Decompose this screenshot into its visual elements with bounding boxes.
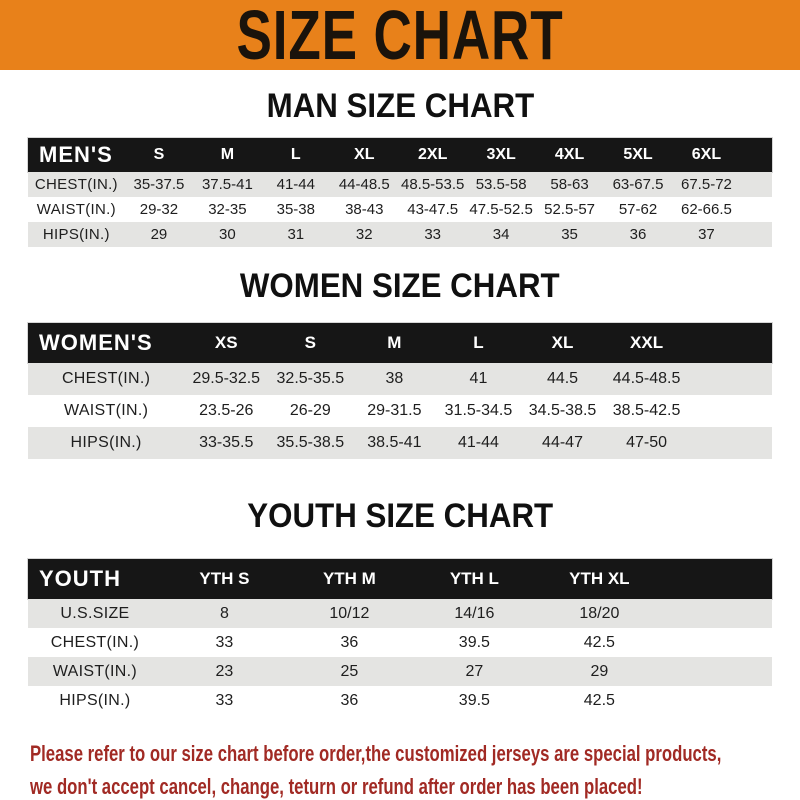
size-cell: 39.5 [458,633,490,651]
women-section-heading-text: WOMEN SIZE CHART [240,267,560,305]
row-label: CHEST(IN.) [61,370,151,387]
size-cell: 41 [469,370,488,387]
table-row [28,395,772,427]
size-cell: 34.5-38.5 [528,402,597,419]
table-row [28,599,772,628]
corner-label: WOMEN'S [39,330,153,355]
row-label: WAIST(IN.) [36,201,116,218]
table-row [28,427,772,459]
size-cell: 48.5-53.5 [400,176,465,193]
size-cell: 44-48.5 [338,176,390,193]
banner-title [203,0,597,74]
size-cell: 41-44 [457,434,499,451]
column-header: YTH XL [569,569,630,588]
table-row [28,197,772,222]
size-cell: 25 [340,662,359,680]
size-cell: 35.5-38.5 [276,434,345,451]
size-cell: 38-43 [345,201,384,218]
youth-size-table [28,559,772,715]
row-label: HIPS(IN.) [59,691,131,709]
column-header: YTH S [199,569,250,588]
size-cell: 23 [215,662,234,680]
banner [0,0,800,74]
row-label: U.S.SIZE [60,604,130,622]
size-cell: 35 [561,226,578,243]
youth-section-heading [0,498,800,534]
column-header: XL [354,146,375,163]
size-cell: 35-37.5 [133,176,185,193]
size-cell: 38 [385,370,404,387]
size-cell: 23.5-26 [199,402,254,419]
size-cell: 29 [590,662,609,680]
column-header: S [153,146,165,163]
size-cell: 42.5 [583,691,615,709]
size-cell: 43-47.5 [407,201,459,218]
size-cell: 33-35.5 [199,434,254,451]
column-header: S [304,333,316,352]
size-cell: 26-29 [289,402,331,419]
table-header-row [28,138,772,172]
table-row [28,363,772,395]
size-cell: 29 [150,226,168,243]
size-cell: 62-66.5 [681,201,732,218]
size-cell: 57-62 [618,201,658,218]
size-cell: 29.5-32.5 [192,370,261,387]
table-header-row [28,559,772,599]
size-cell: 32.5-35.5 [276,370,345,387]
size-cell: 27 [465,662,484,680]
row-label: CHEST(IN.) [34,176,118,193]
size-cell: 32 [355,226,373,243]
size-cell: 34 [492,226,510,243]
footer-notice [30,737,800,800]
size-cell: 67.5-72 [681,176,732,193]
size-cell: 52.5-57 [544,201,595,218]
size-cell: 33 [215,691,234,709]
size-cell: 18/20 [579,604,620,622]
table-row [28,172,772,197]
column-header: L [473,333,484,352]
column-header: 4XL [554,146,585,163]
size-cell: 44.5 [546,370,579,387]
size-cell: 38.5-41 [367,434,422,451]
column-header: YTH M [322,569,376,588]
size-cell: 37.5-41 [201,176,253,193]
notice-line-1: Please refer to our size chart before order,the customized jerseys are special products, [30,741,722,766]
column-header: M [387,333,402,352]
banner-title-text: SIZE CHART [236,0,564,74]
table-header-row [28,323,772,363]
row-label: HIPS(IN.) [70,434,142,451]
size-cell: 47.5-52.5 [469,201,533,218]
column-header: 5XL [623,146,653,163]
men-section-heading-text: MAN SIZE CHART [266,87,534,125]
size-cell: 44.5-48.5 [612,370,681,387]
size-cell: 42.5 [583,633,615,651]
size-cell: 33 [424,226,442,243]
size-cell: 41-44 [276,176,315,193]
size-cell: 31 [287,226,305,243]
men-size-table [28,138,772,247]
row-label: WAIST(IN.) [52,662,138,680]
size-cell: 10/12 [329,604,370,622]
corner-label: YOUTH [39,566,121,591]
table-row [28,628,772,657]
size-cell: 36 [629,226,647,243]
corner-label: MEN'S [39,142,113,167]
row-label: WAIST(IN.) [64,402,149,419]
size-cell: 29-31.5 [367,402,422,419]
size-cell: 30 [219,226,236,243]
size-cell: 36 [340,691,359,709]
size-cell: 14/16 [454,604,495,622]
men-size-section [0,88,800,247]
size-cell: 29-32 [139,201,179,218]
size-cell: 31.5-34.5 [444,402,513,419]
youth-section-heading-text: YOUTH SIZE CHART [247,497,553,535]
size-cell: 58-63 [550,176,589,193]
size-cell: 53.5-58 [475,176,527,193]
column-header: XS [214,333,238,352]
column-header: 6XL [691,146,722,163]
size-cell: 37 [698,226,715,243]
table-row [28,657,772,686]
youth-size-section [0,498,800,715]
column-header: XL [551,333,574,352]
men-section-heading [0,88,800,124]
size-cell: 38.5-42.5 [612,402,681,419]
size-cell: 35-38 [276,201,315,218]
row-label: HIPS(IN.) [42,226,110,243]
row-label: CHEST(IN.) [50,633,140,651]
size-cell: 47-50 [626,434,668,451]
size-cell: 63-67.5 [612,176,664,193]
table-row [28,686,772,715]
size-cell: 44-47 [542,434,583,451]
column-header: YTH L [449,569,499,588]
table-row [28,222,772,247]
column-header: L [290,146,301,163]
size-cell: 8 [219,604,229,622]
column-header: 3XL [486,146,516,163]
size-cell: 33 [215,633,234,651]
women-section-heading [0,268,800,304]
women-size-table [28,323,772,459]
size-cell: 39.5 [458,691,490,709]
column-header: M [220,146,235,163]
notice-line-2: we don't accept cancel, change, teturn or refund after order has been placed! [30,774,643,799]
column-header: XXL [630,333,664,352]
women-size-section [0,268,800,459]
column-header: 2XL [418,146,448,163]
size-cell: 36 [340,633,359,651]
size-cell: 32-35 [208,201,247,218]
